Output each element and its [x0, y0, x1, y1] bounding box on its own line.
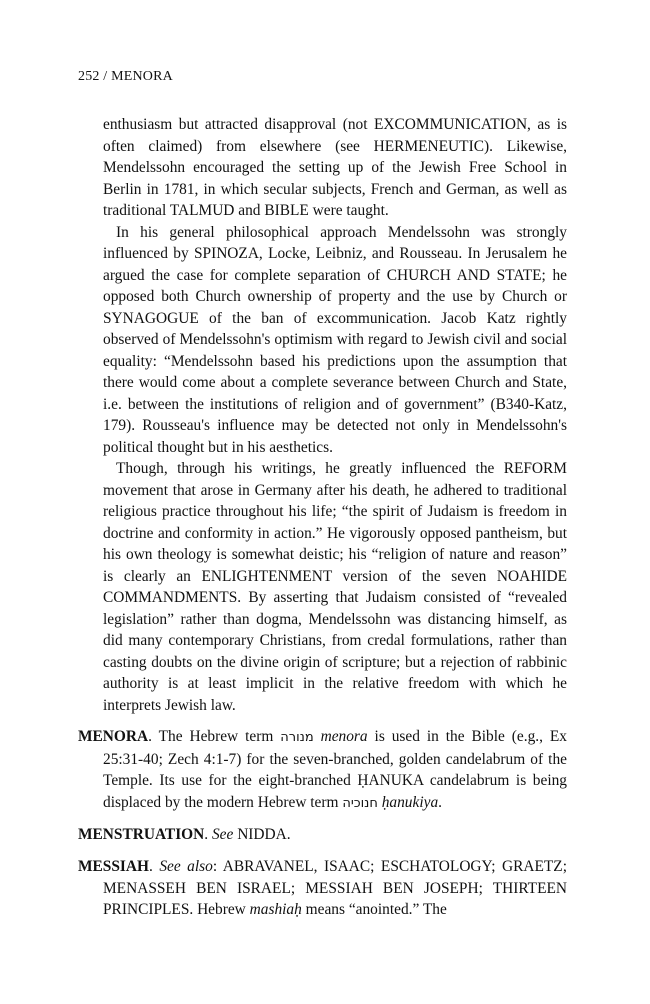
entry-text: NIDDA.: [233, 826, 291, 844]
see-reference: See: [211, 826, 234, 844]
entry-menstruation: [78, 824, 567, 846]
entry-text: is used in the Bible (e.g., Ex 25:31-40; Zech 4:1-7) for the seven-branched, golden candelabrum of the Temple. Its use for the eight-branched ḤANUKA candelabrum is being displaced by the modern Hebrew term: [103, 728, 567, 811]
entry-text: .: [438, 793, 442, 811]
entry-text: .: [149, 857, 160, 875]
entry-text: : ABRAVANEL, ISAAC; ESCHATOLOGY; GRAETZ; MENASSEH BEN ISRAEL; MESSIAH BEN JOSEPH; THIRTEEN PRINCIPLES. Hebrew: [103, 857, 567, 919]
paragraph: Though, through his writings, he greatly influenced the REFORM movement that arose in Germany after his death, he adhered to traditional religious practice throughout his life; “the spirit of Judaism is freedom in doctrine and conformity in action.” He vigorously opposed pantheism, but his own theology is somewhat deistic; his “religion of nature and reason” is clearly an ENLIGHTENMENT version of the seven NOAHIDE COMMANDMENTS. By asserting that Judaism consisted of “revealed legislation” rather than dogma, Mendelssohn was distancing himself, as did many contemporary Christians, from credal formulations, rather than casting doubts on the divine origin of scripture; but a rejection of rabbinic authority is at least implicit in the relative freedom with which he interprets Jewish law.: [103, 460, 567, 714]
entry-messiah: [78, 856, 567, 921]
transliteration: menora: [320, 728, 368, 745]
transliteration: ḥanukiya: [381, 793, 439, 811]
headword: MENSTRUATION: [78, 826, 205, 844]
hebrew-term: מנורה: [280, 730, 314, 745]
transliteration: mashiaḥ: [249, 901, 302, 919]
headword: MENORA: [78, 728, 149, 745]
mendelssohn-entry-continuation: [103, 114, 567, 716]
headword: MESSIAH: [78, 857, 149, 875]
dictionary-entries: [78, 726, 567, 931]
hebrew-term: חנוכיה: [342, 795, 378, 811]
paragraph: In his general philosophical approach Mendelssohn was strongly influenced by SPINOZA, Locke, Leibniz, and Rousseau. In Jerusalem he argued the case for complete separation of CHURCH AND STATE; he opposed both Church ownership of property and the use by Church or SYNAGOGUE of the ban of excommunication. Jacob Katz rightly observed of Mendelssohn's optimism with regard to Jewish civil and social equality: “Mendelssohn based his predictions upon the assumption that there would come about a complete severance between Church and State, i.e. between the institutions of religion and of government” (B340-Katz, 179). Rousseau's influence may be detected not only in Mendelssohn's political thought but in his aesthetics.: [103, 223, 567, 456]
see-also-reference: See also: [159, 857, 213, 875]
paragraph: enthusiasm but attracted disapproval (not EXCOMMUNICATION, as is often claimed) from elsewhere (see HERMENEUTIC). Likewise, Mendelssohn encouraged the setting up of the Jewish Free School in Berlin in 1781, in which secular subjects, French and German, as well as traditional TALMUD and BIBLE were taught.: [103, 116, 567, 219]
entry-menora: [78, 726, 567, 814]
entry-text: .: [204, 826, 212, 844]
entry-text: . The Hebrew term: [148, 728, 281, 745]
running-head: 252 / MENORA: [78, 69, 173, 84]
entry-text: means “anointed.” The: [301, 901, 447, 919]
